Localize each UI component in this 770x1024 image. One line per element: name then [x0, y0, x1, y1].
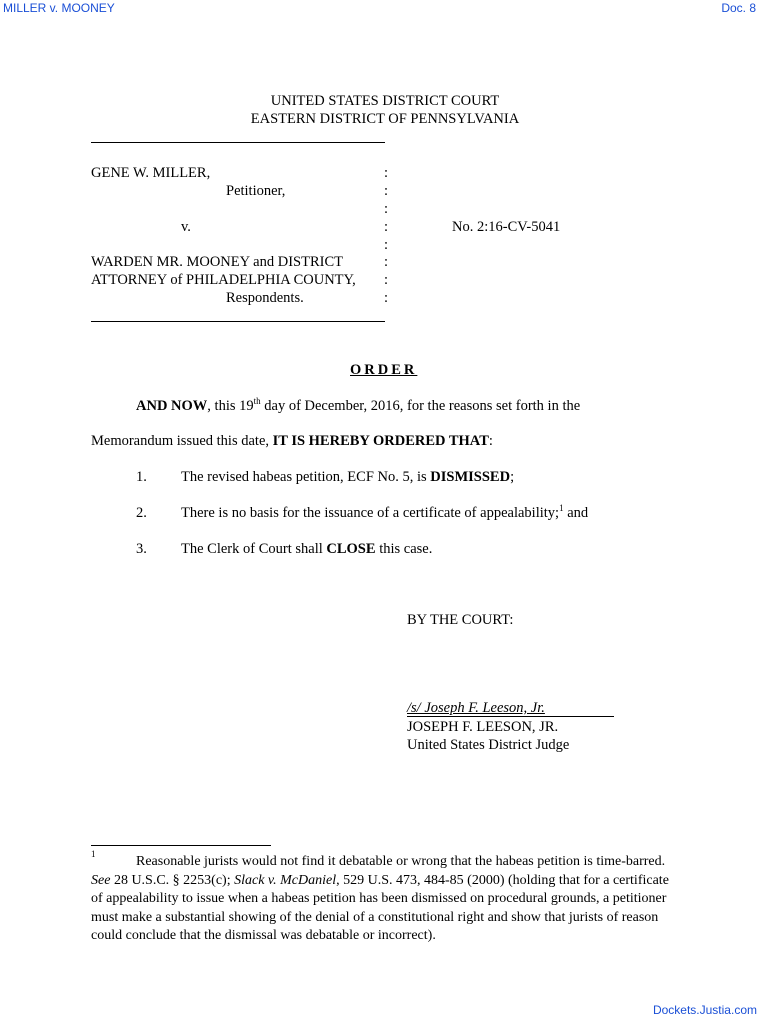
footnote-case: Slack v. McDaniel: [234, 872, 337, 888]
order-intro: [136, 398, 580, 415]
caption-colon: :: [384, 165, 389, 181]
footnote-text: [91, 853, 681, 946]
caption-colon: :: [384, 201, 389, 217]
footnote-rule: [91, 845, 271, 846]
order-item-text: The Clerk of Court shall: [181, 541, 327, 557]
order-item-bold: CLOSE: [326, 541, 376, 557]
respondent-line2: ATTORNEY of PHILADELPHIA COUNTY,: [91, 272, 356, 288]
petitioner-name: GENE W. MILLER,: [91, 165, 211, 181]
order-item-text: this case.: [375, 541, 433, 557]
caption-colon: :: [384, 237, 389, 253]
order-title: ORDER: [350, 362, 418, 378]
caption-top-rule: [91, 142, 385, 143]
order-line2-bold: IT IS HEREBY ORDERED THAT: [272, 433, 489, 449]
caption-colon: :: [384, 183, 389, 199]
footnote-text-part: 28 U.S.C. § 2253(c);: [110, 872, 235, 888]
order-intro-text: , this 19: [207, 398, 254, 414]
order-item-number: 1.: [136, 469, 147, 485]
order-item-text: and: [563, 505, 589, 521]
doc-number-header: Doc. 8: [721, 1, 756, 15]
order-intro-sup: th: [253, 396, 261, 407]
court-name-line1: UNITED STATES DISTRICT COURT: [270, 93, 500, 109]
order-line2: [91, 433, 493, 450]
order-item-text: ;: [510, 469, 515, 485]
case-number: No. 2:16-CV-5041: [452, 219, 561, 235]
order-item-bold: DISMISSED: [430, 469, 511, 485]
by-the-court: BY THE COURT:: [407, 612, 514, 628]
judge-name: JOSEPH F. LEESON, JR.: [407, 719, 559, 735]
caption-bottom-rule: [91, 321, 385, 322]
footnote-text-part: , 529 U.S. 473, 484-85 (2000) (holding that for a certificate of appealability to issue when a habeas petition has been dismissed on procedural grounds, a petitioner must make a substantial showing of the denial of a constitutional right and show that jurists of reason could conclude that the dismissal was debatable or incorrect).: [91, 872, 669, 943]
order-item: [181, 469, 514, 486]
caption-colon: :: [384, 219, 389, 235]
order-item-text: There is no basis for the issuance of a certificate of appealability;: [181, 505, 560, 521]
order-intro-bold: AND NOW: [136, 398, 208, 414]
order-item-number: 2.: [136, 505, 147, 521]
versus: v.: [181, 219, 191, 235]
justia-link[interactable]: Dockets.Justia.com: [652, 1003, 757, 1017]
petitioner-role: Petitioner,: [226, 183, 286, 199]
order-item: [181, 541, 432, 558]
respondent-line1: WARDEN MR. MOONEY and DISTRICT: [91, 254, 343, 270]
court-name-line2: EASTERN DISTRICT OF PENNSYLVANIA: [250, 111, 520, 127]
footnote-ref[interactable]: 1: [559, 503, 564, 514]
order-item-text: The revised habeas petition, ECF No. 5, is: [181, 469, 431, 485]
order-line2-text: :: [488, 433, 493, 449]
footnote-marker: 1: [91, 849, 96, 859]
caption-colon: :: [384, 272, 389, 288]
order-intro-text: day of December, 2016, for the reasons set forth in the: [260, 398, 581, 414]
order-item-number: 3.: [136, 541, 147, 557]
signature-line: /s/ Joseph F. Leeson, Jr.: [407, 700, 614, 717]
footnote-text-part: Reasonable jurists would not find it debatable or wrong that the habeas petition is time-barred.: [136, 854, 666, 869]
footnote-see: See: [91, 872, 111, 888]
order-item: [181, 505, 588, 522]
respondent-role: Respondents.: [226, 290, 304, 306]
caption-colon: :: [384, 254, 389, 270]
case-name-header: MILLER v. MOONEY: [3, 1, 115, 15]
caption-colon: :: [384, 290, 389, 306]
judge-title: United States District Judge: [407, 737, 570, 753]
order-line2-text: Memorandum issued this date,: [91, 433, 273, 449]
